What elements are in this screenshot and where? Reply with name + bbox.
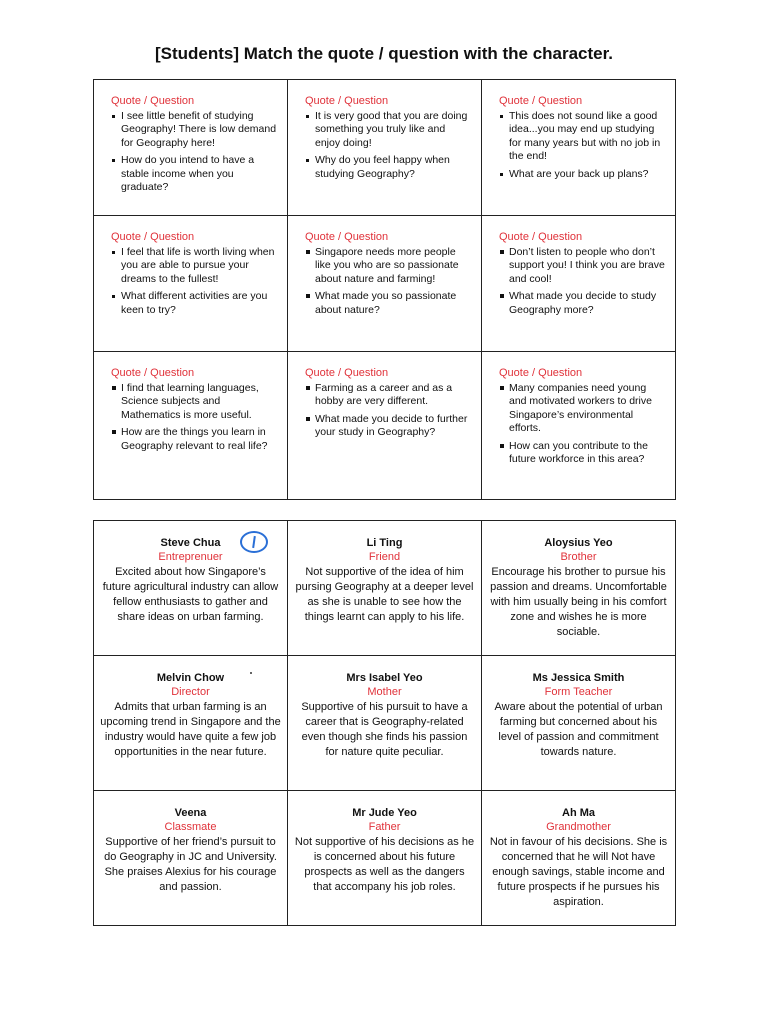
question-text: What are your back up plans? [499,168,665,181]
question-text: What different activities are you keen to try? [111,290,277,317]
character-name: Aloysius Yeo [544,537,613,549]
character-name: Ms Jessica Smith [532,672,625,684]
question-text: How do you intend to have a stable income when you graduate? [111,154,277,194]
quote-header: Quote / Question [499,95,583,107]
character-description: Excited about how Singapore’s future agricultural industry can allow fellow enthusiasts to gather and share ideas on urban farming. [102,566,279,623]
quote-card [94,352,288,500]
character-description: Aware about the potential of urban farming but concerned about his level of passion and commitment towards nature. [494,701,663,758]
character-card [482,656,676,791]
quote-card [482,216,676,352]
quote-card [288,352,482,500]
quote-text: I see little benefit of studying Geography! There is low demand for Geography here! [111,110,277,150]
quote-header: Quote / Question [111,231,195,243]
handwritten-circle-mark [240,531,268,553]
character-name: Mrs Isabel Yeo [346,672,423,684]
character-role: Director [171,686,210,698]
quote-card [94,80,288,216]
character-role: Grandmother [546,821,611,833]
question-text: How are the things you learn in Geography relevant to real life? [111,426,277,453]
character-name: Steve Chua [160,537,221,549]
quote-header: Quote / Question [305,95,389,107]
quote-header: Quote / Question [111,95,195,107]
character-role: Form Teacher [544,686,613,698]
quote-card [482,352,676,500]
character-description: Admits that urban farming is an upcoming trend in Singapore and the industry would have quite a few job opportunities in the near future. [100,701,281,758]
character-description: Not supportive of his decisions as he is concerned about his future prospects as well as the dangers that accompany his job roles. [294,836,475,893]
quote-text: I find that learning languages, Science subjects and Mathematics is more useful. [111,382,277,422]
quote-header: Quote / Question [499,367,583,379]
quote-header: Quote / Question [111,367,195,379]
character-role: Father [368,821,401,833]
character-role: Entreprenuer [158,551,223,563]
character-card [288,656,482,791]
character-card [94,656,288,791]
character-name: Mr Jude Yeo [352,807,417,819]
quote-card [94,216,288,352]
character-card [482,791,676,926]
quote-text: This does not sound like a good idea...you may end up studying for many years but with no job in the end! [499,110,665,164]
character-grid [93,520,676,926]
question-text: What made you decide to further your study in Geography? [305,413,471,440]
character-description: Not in favour of his decisions. She is concerned that he will Not have enough savings, stable income and future prospects if he pursues his aspiration. [489,836,668,908]
quote-header: Quote / Question [305,231,389,243]
character-name: Veena [174,807,207,819]
quote-card [482,80,676,216]
quote-text: It is very good that you are doing something you truly like and enjoy doing! [305,110,471,150]
quote-card [288,80,482,216]
character-card [288,791,482,926]
quote-header: Quote / Question [499,231,583,243]
character-name: Ah Ma [562,807,595,819]
quote-text: I feel that life is worth living when you are able to pursue your dreams to the fullest! [111,246,277,286]
quote-text: Don’t listen to people who don’t support you! I think you are brave and cool! [499,246,665,286]
question-text: How can you contribute to the future workforce in this area? [499,440,665,467]
quote-grid [93,79,676,500]
character-card [482,521,676,656]
question-text: Why do you feel happy when studying Geography? [305,154,471,181]
question-text: What made you so passionate about nature? [305,290,471,317]
quote-header: Quote / Question [305,367,389,379]
quote-text: Many companies need young and motivated workers to drive Singapore’s environmental efforts. [499,382,665,436]
character-role: Mother [367,686,402,698]
quote-text: Farming as a career and as a hobby are very different. [305,382,471,409]
character-description: Supportive of her friend’s pursuit to do Geography in JC and University. She praises Alexius for his courage and passion. [104,836,277,893]
character-card [288,521,482,656]
character-name: Melvin Chow [156,672,225,684]
stray-dot [250,672,252,674]
character-role: Brother [560,551,597,563]
character-role: Friend [368,551,401,563]
character-card [94,791,288,926]
question-text: What made you decide to study Geography more? [499,290,665,317]
character-name: Li Ting [366,537,403,549]
character-description: Encourage his brother to pursue his passion and dreams. Uncomfortable with him usually being in his comfort zone and wishes he is more sociable. [490,566,667,638]
quote-card [288,216,482,352]
handwritten-stroke [252,536,256,548]
quote-text: Singapore needs more people like you who are so passionate about nature and farming! [305,246,471,286]
character-role: Classmate [164,821,217,833]
worksheet-title: [Students] Match the quote / question with the character. [154,44,614,63]
character-description: Not supportive of the idea of him pursing Geography at a deeper level as she is unable to see how the things learnt can apply to his life. [295,566,474,623]
character-description: Supportive of his pursuit to have a career that is Geography-related even though she finds his passion for nature quite peculiar. [301,701,468,758]
